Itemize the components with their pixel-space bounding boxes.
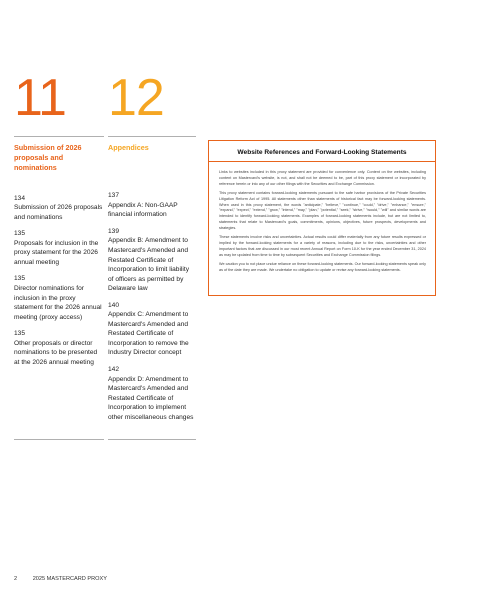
toc-items <box>108 191 196 422</box>
page-number: 2 <box>14 576 18 582</box>
notice-paragraph: We caution you to not place undue reliance on these forward-looking statements. Our forward-looking statements speak only as of the date they are made. We undertake no obligation to update or revise any forward-looking statements. <box>219 261 426 272</box>
toc-item[interactable] <box>108 191 196 220</box>
toc-page-number: 135 <box>14 330 26 338</box>
toc-item-label: Appendix A: Non-GAAP financial information <box>108 201 178 219</box>
toc-item[interactable] <box>14 194 104 223</box>
toc-page-number: 137 <box>108 192 120 200</box>
toc-item-label: Appendix C: Amendment to Mastercard's Amended and Restated Certificate of Incorporation to remove the Industry Director concept <box>108 311 189 357</box>
divider <box>108 136 196 137</box>
toc-item[interactable] <box>14 274 104 322</box>
toc-item[interactable] <box>14 229 104 267</box>
toc-item-label: Appendix D: Amendment to Mastercard's Amended and Restated Certificate of Incorporation to implement other miscellaneous changes <box>108 375 194 421</box>
divider <box>108 439 196 440</box>
toc-item-label: Appendix B: Amendment to Mastercard's Amended and Restated Certificate of Incorporation to limit liability of officers as permitted by Delaware law <box>108 237 189 293</box>
section-title[interactable]: Submission of 2026 proposals and nominations <box>14 143 82 173</box>
toc-item[interactable] <box>108 365 196 422</box>
section-number-12: 12 <box>108 69 164 127</box>
toc-page-number: 134 <box>14 194 26 202</box>
toc-page-number: 135 <box>14 230 26 238</box>
toc-section-12 <box>108 136 196 429</box>
notice-paragraph: Links to websites included in this proxy statement are provided for convenience only. Content on the websites, including content on Mastercard's website, is not, and shall not be deemed to be, part of this proxy statement or incorporated by reference herein or into any of our other filings with the Securities and Exchange Commission. <box>219 170 426 186</box>
toc-item[interactable] <box>14 329 104 367</box>
notice-paragraph: This proxy statement contains forward-looking statements pursuant to the safe harbor provisions of the Private Securities Litigation Reform Act of 1995. All statements other than statements of historical fact may be forward-looking statements. When used in this proxy statement, the words "anticipate," "believe," "continue," "could," "drive," "enhance," "ensure," "expand," "expect," "extend," "grow," "intend," "may," "plan," "potential," "seek," "strive," "would," "will" and similar words are intended to identify forward-looking statements. Examples of forward-looking statements include, but are not limited to, statements that relate to Mastercard's goals, commitments, opinions, objectives, future prospects, developments and strategies. <box>219 190 426 230</box>
toc-item-label: Other proposals or director nominations to be presented at the 2026 annual meeting <box>14 339 98 366</box>
toc-page-number: 135 <box>14 275 26 283</box>
toc-section-11 <box>14 136 104 374</box>
toc-page-number: 140 <box>108 301 120 309</box>
toc-item[interactable] <box>108 227 196 294</box>
toc-item-label: Director nominations for inclusion in the proxy statement for the 2026 annual meeting (proxy access) <box>14 285 102 321</box>
section-number-11: 11 <box>14 69 66 127</box>
toc-page-number: 142 <box>108 365 120 373</box>
box-title: Website References and Forward-Looking Statements <box>209 147 435 162</box>
notice-paragraph: These statements involve risks and uncertainties. Actual results could differ materially from any future results expressed or implied by the forward-looking statements for a variety of reasons, including due to the risks, uncertainties and other important factors that are discussed in our most recent Annual Report on Form 10-K for the year ended December 31, 2024 as may be updated from time to time by subsequent Securities and Exchange Commission filings. <box>219 235 426 257</box>
page-footer <box>14 576 107 582</box>
forward-looking-statements-box <box>208 140 436 296</box>
toc-item-label: Proposals for inclusion in the proxy statement for the 2026 annual meeting <box>14 239 99 266</box>
toc-items <box>14 194 104 368</box>
toc-item-label: Submission of 2026 proposals and nominations <box>14 204 103 221</box>
toc-page-number: 139 <box>108 227 120 235</box>
toc-item[interactable] <box>108 301 196 358</box>
document-name: 2025 MASTERCARD PROXY <box>32 576 107 582</box>
section-title[interactable]: Appendices <box>108 143 149 152</box>
divider <box>14 439 104 440</box>
divider <box>14 136 104 137</box>
